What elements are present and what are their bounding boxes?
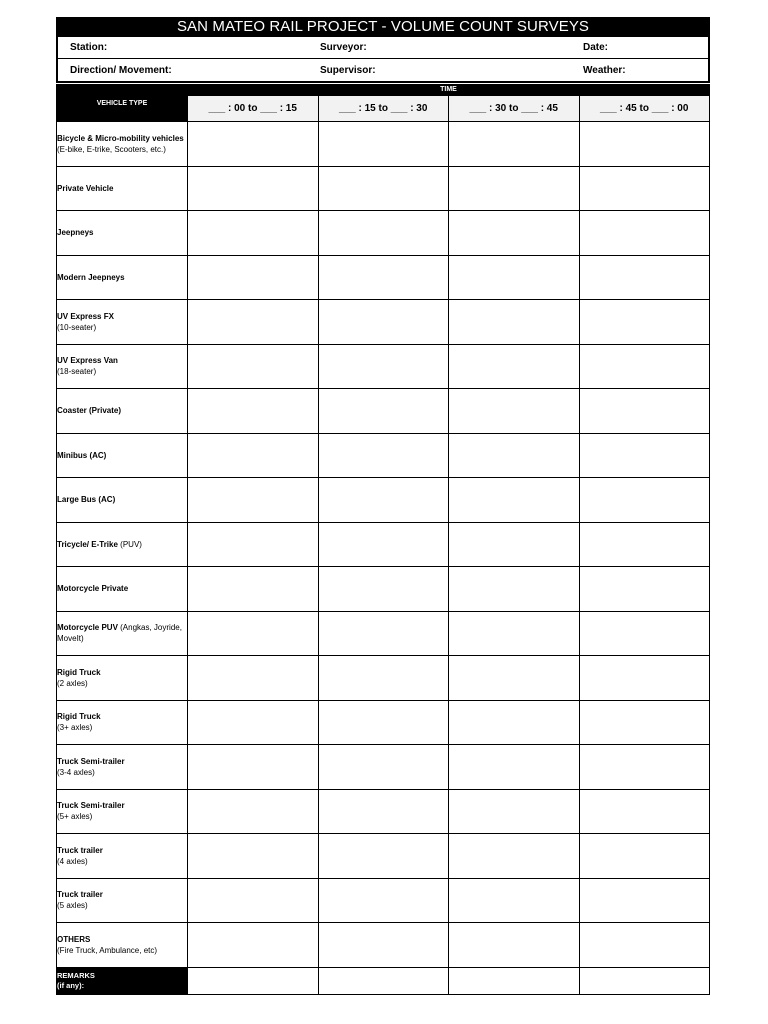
vehicle-type-label <box>57 878 188 923</box>
count-cell[interactable] <box>188 656 319 701</box>
date-label[interactable]: Date: <box>583 42 609 53</box>
count-cell[interactable] <box>579 478 710 523</box>
count-cell[interactable] <box>188 700 319 745</box>
count-cell[interactable] <box>449 522 580 567</box>
station-label[interactable]: Station: <box>70 42 108 53</box>
remarks-label <box>57 967 188 994</box>
count-cell[interactable] <box>188 300 319 345</box>
direction-label[interactable]: Direction/ Movement: <box>70 65 172 76</box>
table-row <box>57 611 710 656</box>
count-cell[interactable] <box>318 255 449 300</box>
vehicle-type-detail: (4 axles) <box>57 856 88 866</box>
count-cell[interactable] <box>579 611 710 656</box>
count-cell[interactable] <box>188 166 319 211</box>
vehicle-type-name: UV Express Van <box>57 356 118 366</box>
count-cell[interactable] <box>579 567 710 612</box>
count-cell[interactable] <box>579 878 710 923</box>
count-cell[interactable] <box>579 433 710 478</box>
count-cell[interactable] <box>188 789 319 834</box>
vehicle-type-name: Modern Jeepneys <box>57 272 125 282</box>
count-cell[interactable] <box>318 700 449 745</box>
count-cell[interactable] <box>579 745 710 790</box>
vehicle-type-name: Large Bus (AC) <box>57 495 116 505</box>
count-cell[interactable] <box>188 211 319 256</box>
count-cell[interactable] <box>449 433 580 478</box>
count-cell[interactable] <box>188 745 319 790</box>
table-row <box>57 122 710 167</box>
count-cell[interactable] <box>579 389 710 434</box>
remarks-row <box>57 967 710 994</box>
vehicle-type-detail: (3-4 axles) <box>57 767 95 777</box>
vehicle-type-label <box>57 300 188 345</box>
vehicle-type-name: Minibus (AC) <box>57 450 107 460</box>
count-cell[interactable] <box>449 834 580 879</box>
count-cell[interactable] <box>449 656 580 701</box>
count-cell[interactable] <box>579 255 710 300</box>
time-header: TIME <box>188 85 710 96</box>
count-cell[interactable] <box>579 834 710 879</box>
count-cell[interactable] <box>449 567 580 612</box>
count-cell[interactable] <box>318 344 449 389</box>
count-cell[interactable] <box>188 433 319 478</box>
vehicle-type-label <box>57 700 188 745</box>
vehicle-type-name: Coaster (Private) <box>57 406 122 416</box>
vehicle-type-label <box>57 433 188 478</box>
weather-label[interactable]: Weather: <box>583 65 626 76</box>
time-slot-3: ___ : 30 to ___ : 45 <box>449 96 580 122</box>
count-cell[interactable] <box>188 389 319 434</box>
count-cell[interactable] <box>318 300 449 345</box>
table-row <box>57 567 710 612</box>
vehicle-type-label <box>57 923 188 968</box>
count-cell[interactable] <box>449 389 580 434</box>
vehicle-type-label <box>57 255 188 300</box>
table-row <box>57 522 710 567</box>
count-cell[interactable] <box>318 122 449 167</box>
remarks-subtitle: (if any): <box>57 980 85 990</box>
vehicle-type-detail: (2 axles) <box>57 678 88 688</box>
count-cell[interactable] <box>188 878 319 923</box>
table-row <box>57 878 710 923</box>
vehicle-type-label <box>57 745 188 790</box>
count-cell[interactable] <box>318 656 449 701</box>
count-cell[interactable] <box>579 923 710 968</box>
count-cell[interactable] <box>318 478 449 523</box>
vehicle-type-label <box>57 567 188 612</box>
vehicle-type-name: Truck trailer <box>57 890 103 900</box>
count-cell[interactable] <box>318 166 449 211</box>
vehicle-type-label <box>57 211 188 256</box>
table-row <box>57 211 710 256</box>
vehicle-type-detail: (10-seater) <box>57 322 97 332</box>
count-cell[interactable] <box>579 166 710 211</box>
vehicle-type-detail: (3+ axles) <box>57 723 93 733</box>
info-row-1 <box>58 37 708 58</box>
count-cell[interactable] <box>449 255 580 300</box>
table-row <box>57 255 710 300</box>
count-cell[interactable] <box>579 122 710 167</box>
count-cell[interactable] <box>188 611 319 656</box>
vehicle-type-detail: (E-bike, E-trike, Scooters, etc.) <box>57 144 166 154</box>
vehicle-type-detail: (5+ axles) <box>57 812 93 822</box>
vehicle-type-name: Motorcycle Private <box>57 584 129 594</box>
vehicle-type-label <box>57 478 188 523</box>
vehicle-type-label <box>57 344 188 389</box>
count-cell[interactable] <box>579 700 710 745</box>
remarks-title: REMARKS <box>57 970 95 980</box>
count-cell[interactable] <box>318 834 449 879</box>
count-cell[interactable] <box>449 745 580 790</box>
table-row <box>57 300 710 345</box>
remarks-cell[interactable] <box>579 967 710 994</box>
count-cell[interactable] <box>449 211 580 256</box>
vehicle-type-detail: (PUV) <box>117 539 142 549</box>
vehicle-type-name: Truck trailer <box>57 845 103 855</box>
vehicle-type-detail: (Fire Truck, Ambulance, etc) <box>57 945 158 955</box>
table-row <box>57 166 710 211</box>
vehicle-type-label <box>57 166 188 211</box>
time-slot-1: ___ : 00 to ___ : 15 <box>188 96 319 122</box>
table-row <box>57 745 710 790</box>
time-slot-2: ___ : 15 to ___ : 30 <box>318 96 449 122</box>
vehicle-type-name: UV Express FX <box>57 311 114 321</box>
vehicle-type-label <box>57 522 188 567</box>
vehicle-type-detail: (18-seater) <box>57 367 97 377</box>
vehicle-type-label <box>57 834 188 879</box>
vehicle-type-label <box>57 122 188 167</box>
vehicle-type-name: Rigid Truck <box>57 667 101 677</box>
count-cell[interactable] <box>318 389 449 434</box>
table-row <box>57 433 710 478</box>
count-cell[interactable] <box>449 611 580 656</box>
count-cell[interactable] <box>449 478 580 523</box>
count-cell[interactable] <box>579 789 710 834</box>
count-cell[interactable] <box>449 344 580 389</box>
count-cell[interactable] <box>449 878 580 923</box>
remarks-cell[interactable] <box>449 967 580 994</box>
vehicle-type-name: Truck Semi-trailer <box>57 756 125 766</box>
count-cell[interactable] <box>188 567 319 612</box>
count-cell[interactable] <box>318 567 449 612</box>
table-row <box>57 389 710 434</box>
count-cell[interactable] <box>188 522 319 567</box>
vehicle-type-label <box>57 656 188 701</box>
count-cell[interactable] <box>318 211 449 256</box>
count-cell[interactable] <box>579 211 710 256</box>
count-cell[interactable] <box>188 834 319 879</box>
vehicle-type-name: Bicycle & Micro-mobility vehicles <box>57 133 184 143</box>
count-cell[interactable] <box>188 255 319 300</box>
count-cell[interactable] <box>449 166 580 211</box>
table-row <box>57 700 710 745</box>
form-info-box <box>56 37 710 83</box>
vehicle-type-label <box>57 789 188 834</box>
count-cell[interactable] <box>318 611 449 656</box>
count-cell[interactable] <box>318 923 449 968</box>
vehicle-type-label <box>57 389 188 434</box>
vehicle-type-name: Jeepneys <box>57 228 94 238</box>
count-cell[interactable] <box>579 300 710 345</box>
vehicle-type-detail: (Angkas, Joyride, MoveIt) <box>57 623 182 644</box>
vehicle-type-name: OTHERS <box>57 934 91 944</box>
count-table <box>56 84 710 995</box>
table-row <box>57 656 710 701</box>
table-row <box>57 344 710 389</box>
count-cell[interactable] <box>188 122 319 167</box>
count-cell[interactable] <box>579 522 710 567</box>
remarks-cell[interactable] <box>188 967 319 994</box>
count-cell[interactable] <box>318 878 449 923</box>
vehicle-type-name: Private Vehicle <box>57 183 114 193</box>
count-cell[interactable] <box>318 789 449 834</box>
count-cell[interactable] <box>449 122 580 167</box>
vehicle-type-name: Motorcycle PUV <box>57 623 118 633</box>
vehicle-type-header: VEHICLE TYPE <box>57 85 188 122</box>
table-row <box>57 834 710 879</box>
count-cell[interactable] <box>449 923 580 968</box>
count-cell[interactable] <box>318 522 449 567</box>
vehicle-type-name: Truck Semi-trailer <box>57 801 125 811</box>
survey-form-header <box>56 17 710 83</box>
count-cell[interactable] <box>188 344 319 389</box>
vehicle-type-detail: (5 axles) <box>57 901 88 911</box>
time-slot-4: ___ : 45 to ___ : 00 <box>579 96 710 122</box>
count-cell[interactable] <box>318 745 449 790</box>
remarks-cell[interactable] <box>318 967 449 994</box>
form-title: SAN MATEO RAIL PROJECT - VOLUME COUNT SURVEYS <box>56 17 710 37</box>
vehicle-type-label <box>57 611 188 656</box>
surveyor-label[interactable]: Surveyor: <box>320 42 367 53</box>
count-cell[interactable] <box>318 433 449 478</box>
count-cell[interactable] <box>188 923 319 968</box>
info-row-2 <box>58 58 708 81</box>
vehicle-type-name: Tricycle/ E-Trike <box>57 539 118 549</box>
vehicle-type-name: Rigid Truck <box>57 712 101 722</box>
count-cell[interactable] <box>188 478 319 523</box>
table-row <box>57 478 710 523</box>
table-row <box>57 923 710 968</box>
table-row <box>57 789 710 834</box>
count-cell[interactable] <box>449 700 580 745</box>
vehicle-rows <box>57 122 710 968</box>
count-cell[interactable] <box>449 300 580 345</box>
count-cell[interactable] <box>449 789 580 834</box>
count-cell[interactable] <box>579 344 710 389</box>
supervisor-label[interactable]: Supervisor: <box>320 65 376 76</box>
count-cell[interactable] <box>579 656 710 701</box>
